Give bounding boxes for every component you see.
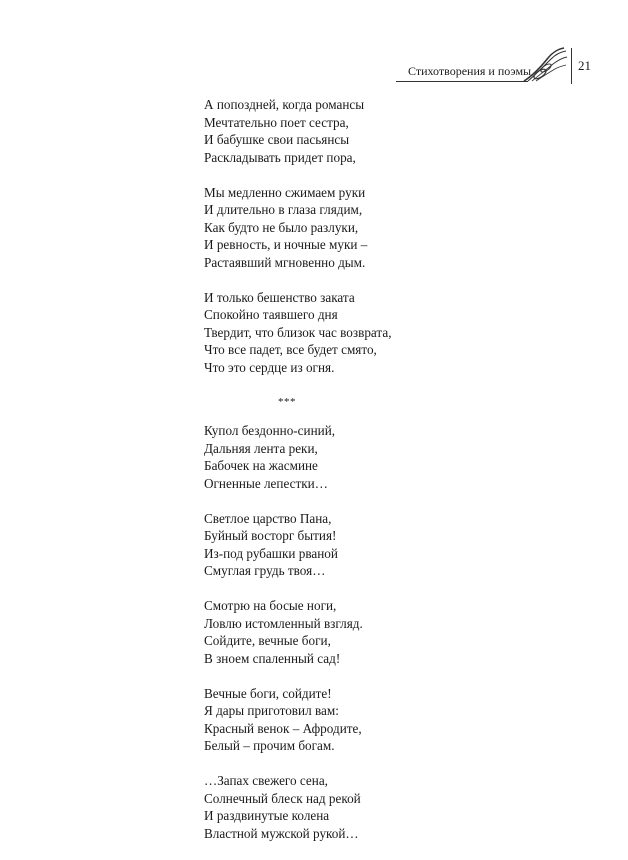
stanza	[204, 184, 504, 272]
poem-line: Растаявший мгновенно дым.	[204, 254, 366, 270]
poem-line: Твердит, что близок час возврата,	[204, 324, 392, 340]
stanza	[204, 772, 504, 842]
stanza	[204, 685, 504, 755]
poem-line: И ревность, и ночные муки –	[204, 237, 368, 252]
header-corner-line	[571, 48, 572, 84]
poem-line: И бабушке свои пасьянсы	[204, 132, 350, 147]
poem-line: Что все падет, все будет смято,	[204, 342, 377, 357]
poem-line: Ловлю истомленный взгляд.	[204, 615, 363, 631]
header-rule	[396, 81, 528, 82]
poem-line: Спокойно таявшего дня	[204, 307, 338, 322]
poem-line: И длительно в глаза глядим,	[204, 202, 363, 217]
poem-line: Купол бездонно-синий,	[204, 423, 336, 438]
poem-line: Властной мужской рукой…	[204, 825, 359, 841]
stanza	[204, 510, 504, 580]
stanza	[204, 96, 504, 166]
poem-line: Я дары приготовил вам:	[204, 703, 339, 718]
poem-line: Красный венок – Афродите,	[204, 720, 362, 736]
poem-line: В зноем спаленный сад!	[204, 650, 341, 666]
poem-line: Сойдите, вечные боги,	[204, 633, 331, 648]
poem-line: Дальняя лента реки,	[204, 440, 318, 456]
poem-part-1	[204, 96, 504, 376]
poem-line: Вечные боги, сойдите!	[204, 685, 332, 701]
poem-line: Что это сердце из огня.	[204, 359, 335, 375]
poem-line: Буйный восторг бытия!	[204, 528, 337, 543]
poem-line: Раскладывать придет пора,	[204, 149, 356, 165]
stanza	[204, 289, 504, 377]
swirl-ornament-icon	[520, 46, 570, 84]
stanza	[204, 422, 504, 492]
page-number: 21	[578, 58, 591, 73]
running-title: Стихотворения и поэмы	[408, 64, 532, 78]
poem-line: …Запах свежего сена,	[204, 773, 328, 788]
poem-line: Огненные лепестки…	[204, 475, 328, 491]
poem-line: Мечтательно поет сестра,	[204, 114, 349, 130]
page-header	[0, 0, 628, 90]
poem-line: Смуглая грудь твоя…	[204, 563, 326, 578]
poem-line: И только бешенство заката	[204, 289, 355, 305]
poem-line: А попоздней, когда романсы	[204, 97, 365, 112]
poem-line: Солнечный блеск над рекой	[204, 790, 361, 806]
poem-part-2	[204, 422, 504, 842]
poem-line: И раздвинутые колена	[204, 808, 330, 823]
poem-line: Белый – прочим богам.	[204, 738, 335, 753]
poem-body	[204, 96, 504, 860]
poem-line: Как будто не было разлуки,	[204, 219, 359, 235]
poem-line: Бабочек на жасмине	[204, 458, 318, 473]
poem-line: Светлое царство Пана,	[204, 510, 332, 526]
poem-line: Мы медленно сжимаем руки	[204, 184, 366, 200]
section-separator: ***	[278, 395, 296, 408]
poem-line: Смотрю на босые ноги,	[204, 598, 337, 613]
poem-line: Из-под рубашки рваной	[204, 545, 338, 561]
stanza	[204, 597, 504, 667]
